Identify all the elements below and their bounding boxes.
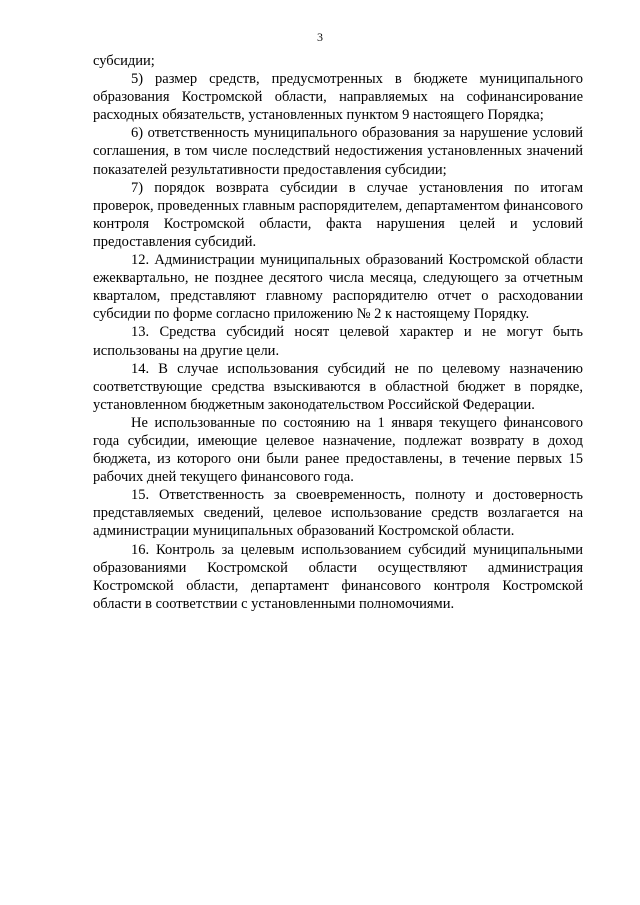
paragraph-clause-14: 14. В случае использования субсидий не по целевому назначению соответствующие средства взыскиваются в областной бюджет в порядке, установленном бюджетным законодательством Российской Федерации. — [93, 360, 583, 413]
paragraph-clause-16: 16. Контроль за целевым использованием субсидий муниципальными образованиями Костромской области осуществляют администрация Костромской области, департамент финансового контроля Костромской области в соответствии с установленными полномочиями. — [93, 541, 583, 612]
paragraph-item-7: 7) порядок возврата субсидии в случае установления по итогам проверок, проведенных главным распорядителем, департаментом финансового контроля Костромской области, факта нарушения целей и условий предоставления субсидий. — [93, 179, 583, 250]
paragraph-clause-15: 15. Ответственность за своевременность, полноту и достоверность представляемых сведений, целевое использование средств возлагается на администрации муниципальных образований Костромской области. — [93, 487, 583, 540]
paragraph-clause-13: 13. Средства субсидий носят целевой характер и не могут быть использованы на другие цели. — [93, 324, 583, 359]
paragraph-continuation: субсидии; — [93, 53, 155, 69]
paragraph-clause-12: 12. Администрации муниципальных образований Костромской области ежеквартально, не позднее десятого числа месяца, следующего за отчетным кварталом, представляют главному распорядителю отчет о расходовании субсидии по форме согласно приложению № 2 к настоящему Порядку. — [93, 252, 583, 323]
document-body — [93, 52, 583, 613]
page-number: 3 — [317, 30, 323, 44]
paragraph-item-6: 6) ответственность муниципального образования за нарушение условий соглашения, в том числе последствий недостижения установленных значений показателей результативности предоставления субсидии; — [93, 125, 583, 178]
paragraph-unused-funds: Не использованные по состоянию на 1 января текущего финансового года субсидии, имеющие целевое назначение, подлежат возврату в доход бюджета, из которого они были ранее предоставлены, в течение первых 15 рабочих дней текущего финансового года. — [93, 414, 583, 486]
paragraph-item-5: 5) размер средств, предусмотренных в бюджете муниципального образования Костромской области, направляемых на софинансирование расходных обязательств, установленных пунктом 9 настоящего Порядка; — [93, 71, 583, 124]
